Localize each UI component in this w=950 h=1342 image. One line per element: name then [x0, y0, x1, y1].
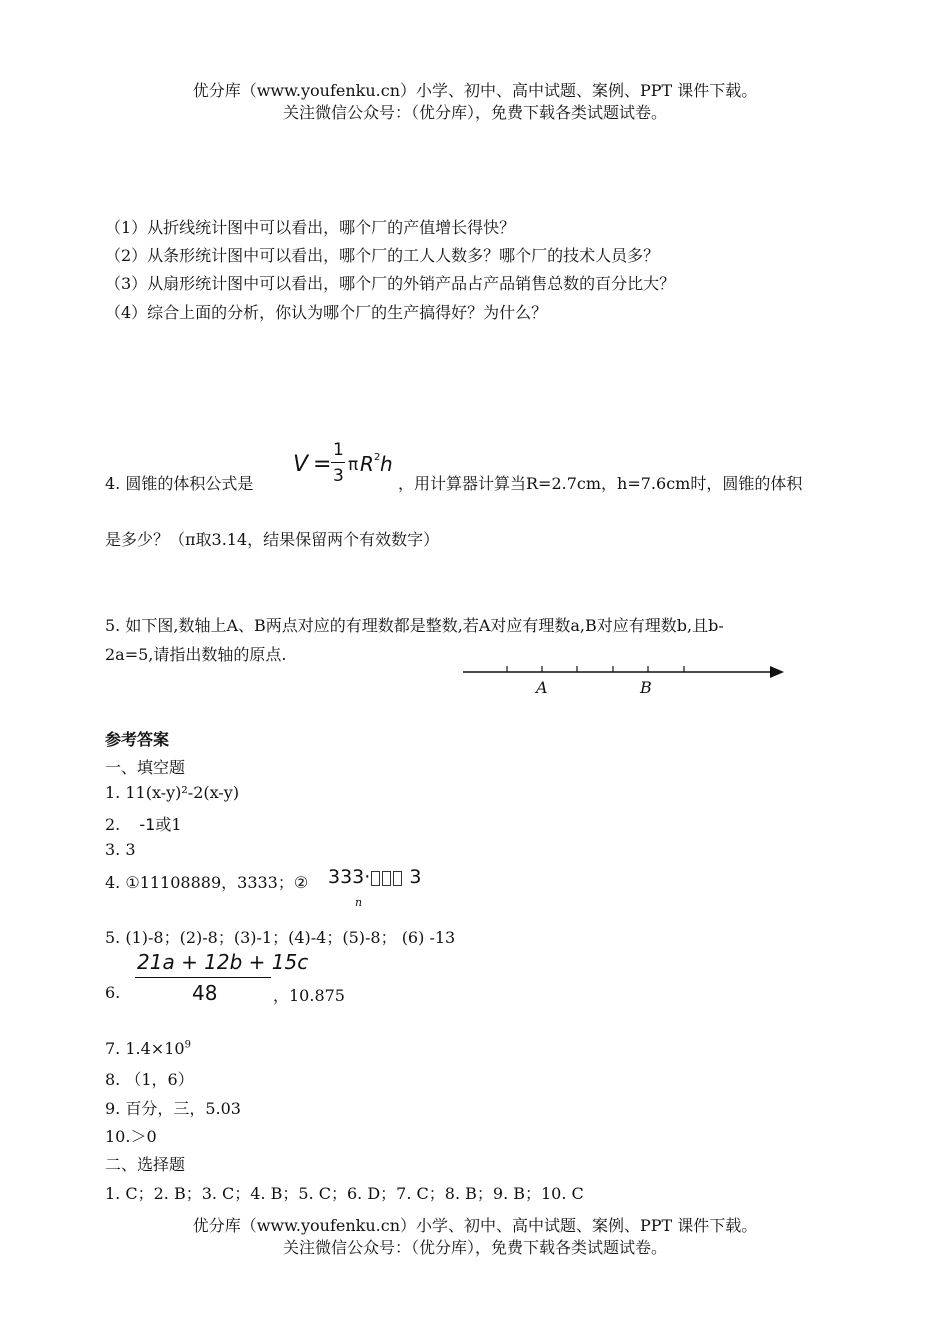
placeholder-box [393, 871, 402, 886]
formula-h: h [380, 452, 393, 476]
formula-lhs: V [293, 452, 309, 477]
formula-exponent: 2 [374, 452, 381, 463]
formula-equals: = [313, 452, 332, 477]
sub-question-4: （4）综合上面的分析，你认为哪个厂的生产搞得好？为什么？ [105, 303, 548, 322]
question-4-line2: 是多少？（π取3.14，结果保留两个有效数字） [105, 530, 440, 549]
choice-answers: 1. C；2. B；3. C；4. B；5. C；6. D；7. C；8. B；9. B；10. C [105, 1184, 584, 1203]
label-a: A [536, 678, 548, 697]
answer-2 [105, 812, 182, 835]
answer-10: 10.＞0 [105, 1127, 157, 1146]
answer-1: 1. 11(x-y)²-2(x-y) [105, 783, 240, 802]
answers-title: 参考答案 [105, 730, 170, 749]
number-line-arrow [770, 666, 784, 678]
answer-6-fraction-bar [135, 977, 271, 978]
answer-9: 9. 百分，三，5.03 [105, 1099, 241, 1118]
answer-7-base: 7. 1.4×10 [105, 1039, 185, 1058]
question-4-prefix: 4. 圆锥的体积公式是 [105, 474, 254, 493]
section-fill-in: 一、填空题 [105, 758, 186, 777]
page-header-line1: 优分库（www.youfenku.cn）小学、初中、高中试题、案例、PPT 课件下载。 [192, 81, 758, 100]
answer-6-number: 6. [105, 983, 121, 1002]
label-b: B [640, 678, 652, 697]
page-footer-line2: 关注微信公众号：（优分库），免费下载各类试题试卷。 [282, 1238, 667, 1257]
answer-2-value: -1 [139, 815, 156, 834]
question-4-suffix: ，用计算器计算当R=2.7cm，h=7.6cm时，圆锥的体积 [398, 474, 803, 493]
question-5-line2: 2a=5,请指出数轴的原点. [105, 645, 287, 664]
answer-4-dot: · [364, 866, 371, 888]
answer-8: 8. （1，6） [105, 1070, 194, 1089]
placeholder-box [382, 871, 391, 886]
answer-6-value: ，10.875 [273, 986, 345, 1005]
formula-numerator: 1 [333, 440, 344, 460]
formula-pi: π [348, 455, 359, 475]
sub-question-1: （1）从折线统计图中可以看出，哪个厂的产值增长得快？ [105, 218, 516, 237]
answer-3: 3. 3 [105, 840, 136, 859]
answer-6-denominator: 48 [192, 981, 218, 1005]
answer-7 [105, 1039, 191, 1058]
answer-7-exponent: 9 [184, 1039, 191, 1051]
page-footer-line1: 优分库（www.youfenku.cn）小学、初中、高中试题、案例、PPT 课件下载。 [192, 1216, 758, 1235]
section-multiple-choice: 二、选择题 [105, 1155, 186, 1174]
answer-5: 5. (1)-8；(2)-8；(3)-1；(4)-4；(5)-8； (6) -13 [105, 928, 456, 947]
formula-denominator: 3 [333, 466, 344, 486]
answer-2-number: 2. [105, 815, 121, 834]
answer-2-text: 或1 [155, 815, 182, 834]
page-header-line2: 关注微信公众号：（优分库），免费下载各类试题试卷。 [282, 103, 667, 122]
answer-4-digits: 333 [328, 866, 365, 888]
sub-question-3: （3）从扇形统计图中可以看出，哪个厂的外销产品占产品销售总数的百分比大？ [105, 274, 676, 293]
answer-4-repeating [328, 866, 421, 888]
number-line [460, 660, 790, 700]
formula-fraction-bar [331, 462, 345, 463]
question-5-line1: 5. 如下图,数轴上A、B两点对应的有理数都是整数,若A对应有理数a,B对应有理数b,且b- [105, 616, 724, 635]
formula-r: R [360, 452, 374, 476]
answer-4-prefix: 4. ①11108889，3333；② [105, 873, 309, 892]
placeholder-box [371, 871, 380, 886]
answer-6-numerator: 21a + 12b + 15c [137, 950, 309, 974]
answer-4-subscript-n: n [355, 896, 363, 909]
sub-question-2: （2）从条形统计图中可以看出，哪个厂的工人人数多？哪个厂的技术人员多？ [105, 246, 660, 265]
answer-4-last-digit: 3 [409, 866, 422, 888]
